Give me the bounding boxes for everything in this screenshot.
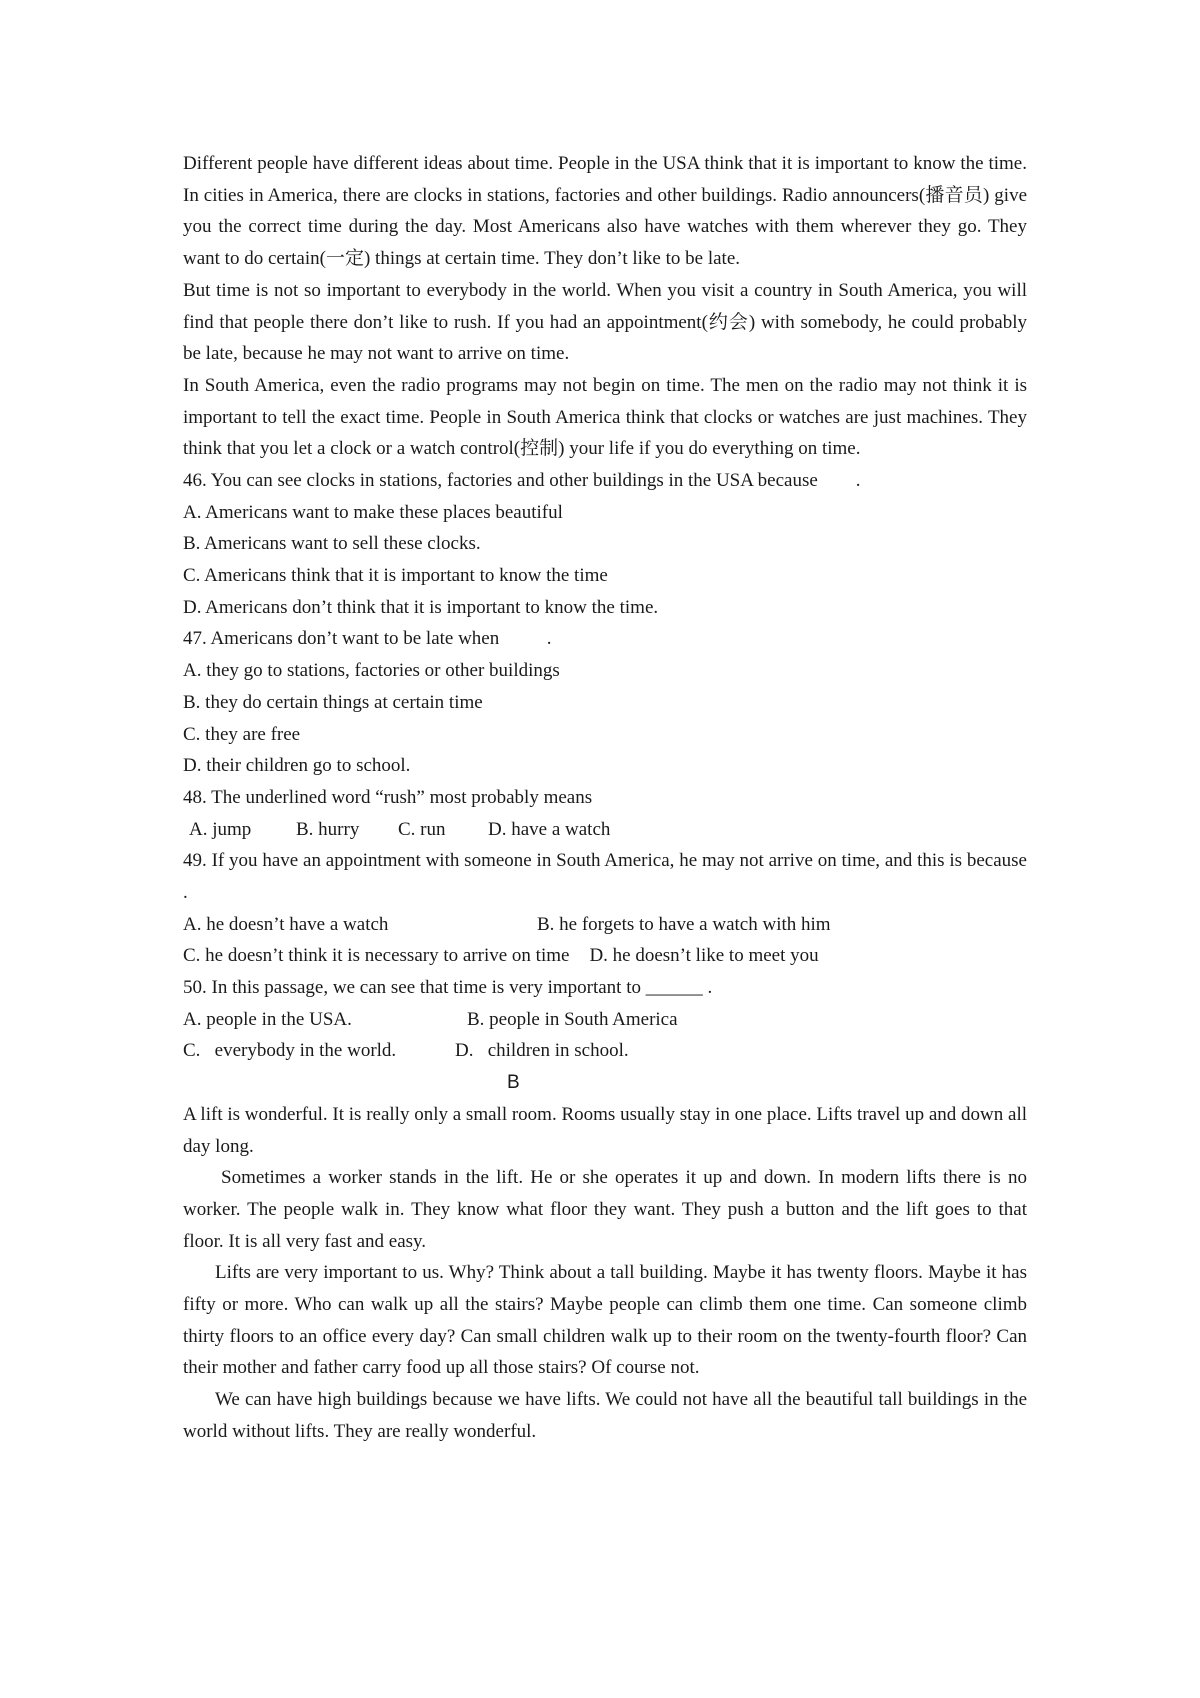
question-49-options-row-2 <box>183 940 1027 972</box>
question-50-option-a: A. people in the USA. <box>183 1008 352 1030</box>
question-50-option-c: C. everybody in the world. <box>183 1040 397 1062</box>
spacer <box>569 940 589 972</box>
question-50-stem: 50. In this passage, we can see that time is very important to ______ . <box>183 977 713 999</box>
question-46-option-d: D. Americans don’t think that it is important to know the time. <box>183 596 659 618</box>
question-50-option-d: D. children in school. <box>455 1040 629 1062</box>
question-50-options-row-1 <box>183 1004 1027 1036</box>
passage-b-paragraph-1: A lift is wonderful. It is really only a small room. Rooms usually stay in one place. Lifts travel up and down all day long. <box>183 1103 1027 1157</box>
question-47-option-b: B. they do certain things at certain time <box>183 691 483 713</box>
question-47-option-c: C. they are free <box>183 723 301 745</box>
question-49-option-c: C. he doesn’t think it is necessary to arrive on time <box>183 945 570 967</box>
question-47-stem: 47. Americans don’t want to be late when . <box>183 628 552 650</box>
passage-a-paragraph-3: In South America, even the radio programs may not begin on time. The men on the radio may not think it is important to tell the exact time. People in South America think that clocks or watches are just machines. They think that you let a clock or a watch control(控制) your life if you do everything on time. <box>183 374 1027 460</box>
question-48-option-a: A. jump <box>189 818 252 840</box>
passage-a-paragraph-1: Different people have different ideas about time. People in the USA think that it is important to know the time. In cities in America, there are clocks in stations, factories and other buildings. Radio announcers(播音员) give you the correct time during the day. Most Americans also have watches with them wherever they go. They want to do certain(一定) things at certain time. They don’t like to be late. <box>183 153 1027 270</box>
question-48-option-d: D. have a watch <box>488 818 611 840</box>
passage-b-title: B <box>507 1072 520 1094</box>
question-46-option-b: B. Americans want to sell these clocks. <box>183 533 481 555</box>
question-49-option-b: B. he forgets to have a watch with him <box>537 913 831 935</box>
passage-b-paragraph-2: Sometimes a worker stands in the lift. He or she operates it up and down. In modern lifts there is no worker. The people walk in. They know what floor they want. They push a button and the lift goes to that floor. It is all very fast and easy. <box>183 1167 1027 1252</box>
question-48-option-b: B. hurry <box>296 818 360 840</box>
question-48-options <box>183 814 1027 846</box>
question-46-option-c: C. Americans think that it is important to know the time <box>183 565 608 587</box>
question-49-stem: 49. If you have an appointment with someone in South America, he may not arrive on time, and this is because . <box>183 850 1027 903</box>
question-49-option-d: D. he doesn’t like to meet you <box>589 945 819 967</box>
document-page <box>183 148 1027 1448</box>
passage-b-paragraph-3: Lifts are very important to us. Why? Think about a tall building. Maybe it has twenty floors. Maybe it has fifty or more. Who can walk up all the stairs? Maybe people can climb them one time. Can someone climb thirty floors to an office every day? Can small children walk up to their room on the twenty-fourth floor? Can their mother and father carry food up all those stairs? Of course not. <box>183 1262 1027 1379</box>
question-48-option-c: C. run <box>398 818 446 840</box>
question-49-options-row-1 <box>183 909 1027 941</box>
question-49-option-a: A. he doesn’t have a watch <box>183 913 389 935</box>
question-50-options-row-2 <box>183 1035 1027 1067</box>
passage-a-paragraph-2: But time is not so important to everybody in the world. When you visit a country in South America, you will find that people there don’t like to rush. If you had an appointment(约会) with somebody, he could probably be late, because he may not want to arrive on time. <box>183 279 1027 365</box>
question-47-option-a: A. they go to stations, factories or other buildings <box>183 660 560 682</box>
question-46-stem: 46. You can see clocks in stations, factories and other buildings in the USA because . <box>183 470 861 492</box>
question-47-option-d: D. their children go to school. <box>183 755 411 777</box>
question-50-option-b: B. people in South America <box>467 1008 678 1030</box>
question-46-option-a: A. Americans want to make these places beautiful <box>183 501 563 523</box>
question-48-stem: 48. The underlined word “rush” most probably means <box>183 786 593 808</box>
passage-b-paragraph-4: We can have high buildings because we have lifts. We could not have all the beautiful tall buildings in the world without lifts. They are really wonderful. <box>183 1389 1027 1442</box>
